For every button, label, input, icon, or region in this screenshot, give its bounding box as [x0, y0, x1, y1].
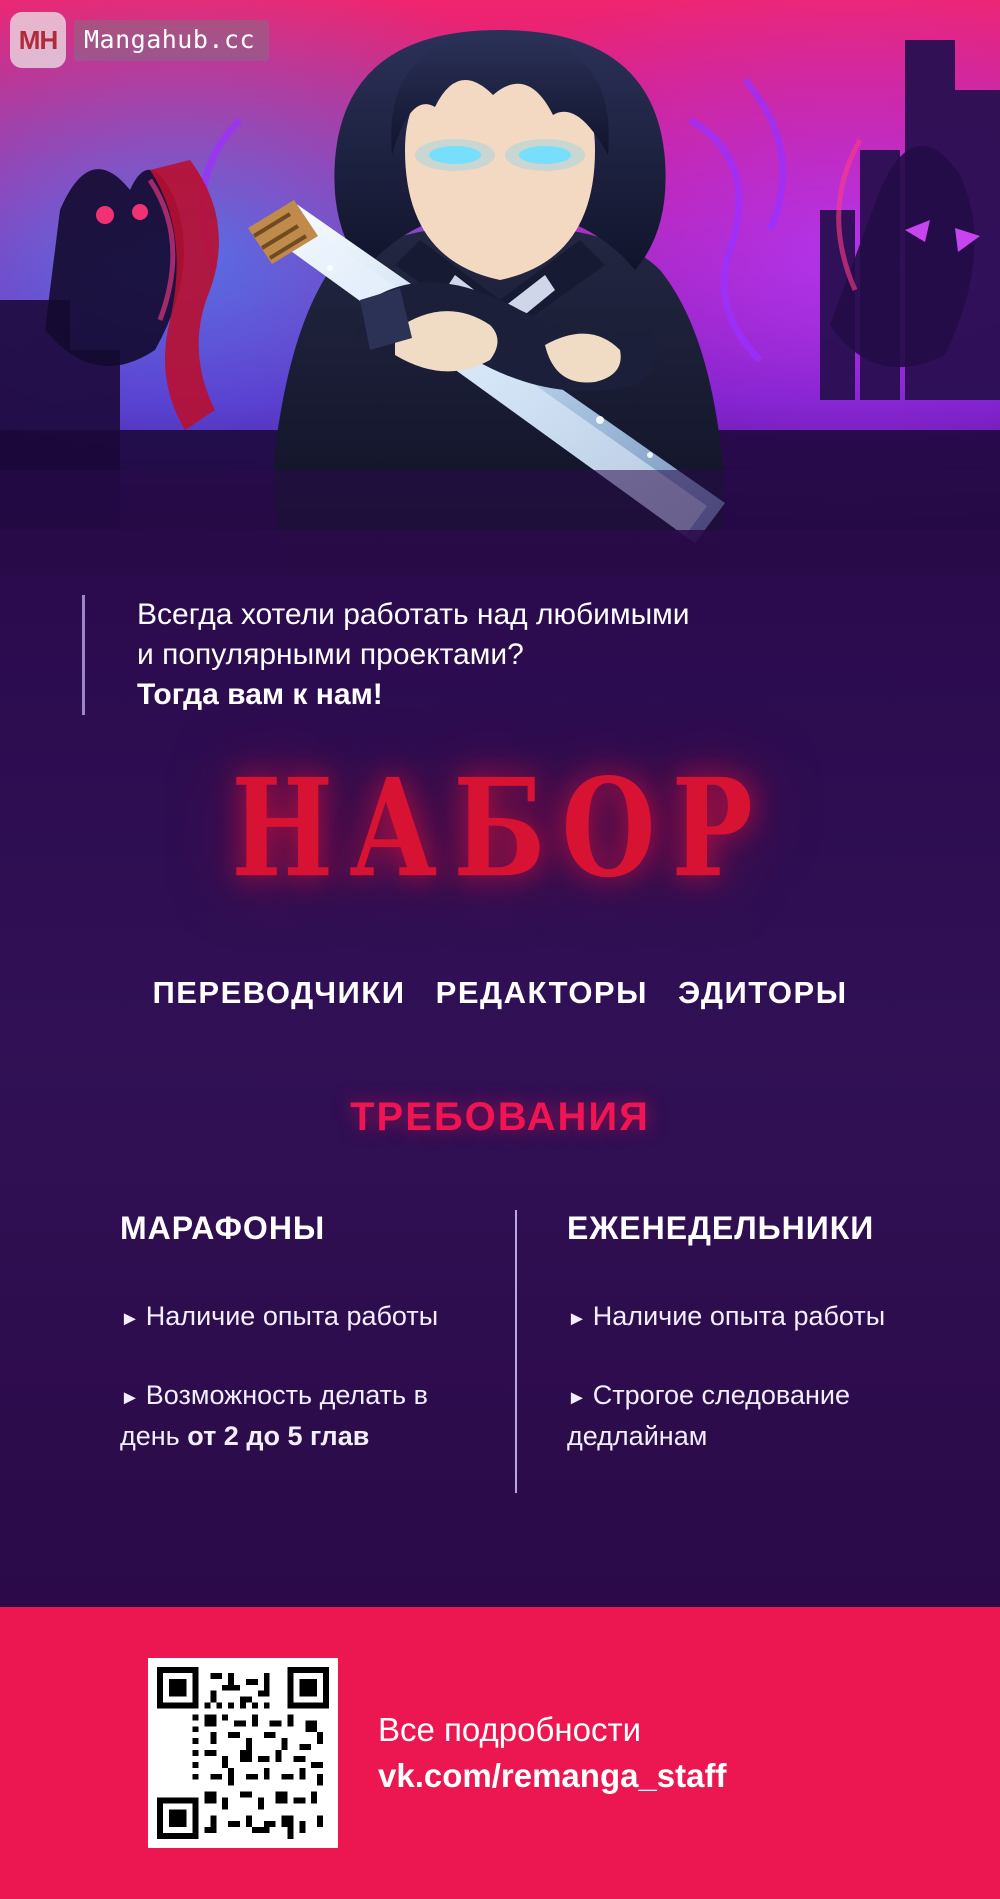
- qr-code-icon: [157, 1667, 329, 1839]
- footer-details-label: Все подробности: [378, 1711, 642, 1748]
- roles-row: [0, 975, 1000, 1011]
- footer-bar: [0, 1607, 1000, 1899]
- bullet-text: Строгое следование дедлайнам: [567, 1380, 850, 1451]
- requirements-columns: [120, 1210, 910, 1493]
- footer-vk-link[interactable]: vk.com/remanga_staff: [378, 1757, 727, 1794]
- bullet-text: Наличие опыта работы: [592, 1301, 886, 1331]
- intro-line-3: Тогда вам к нам!: [137, 678, 383, 711]
- footer-text: [378, 1707, 726, 1799]
- bullet-arrow-icon: ►: [567, 1387, 587, 1409]
- hero-illustration: [0, 0, 1000, 575]
- column-weeklies-title: ЕЖЕНЕДЕЛЬНИКИ: [567, 1210, 875, 1246]
- list-item: [567, 1297, 910, 1338]
- role-typesetters: ЭДИТОРЫ: [678, 975, 848, 1010]
- headline-nabor: НАБОР: [231, 750, 769, 908]
- bullet-text-bold: от 2 до 5 глав: [187, 1421, 370, 1451]
- mangahub-logo-icon: MH: [10, 12, 66, 68]
- column-weeklies: [515, 1210, 910, 1493]
- bullet-arrow-icon: ►: [567, 1308, 587, 1330]
- bullet-arrow-icon: ►: [120, 1308, 140, 1330]
- column-marathons: [120, 1210, 515, 1493]
- hero-artwork: [0, 0, 1000, 575]
- list-item: [120, 1297, 475, 1338]
- intro-block: [82, 595, 882, 715]
- column-marathons-title: МАРАФОНЫ: [120, 1210, 326, 1246]
- role-translators: ПЕРЕВОДЧИКИ: [152, 975, 406, 1010]
- requirements-title: ТРЕБОВАНИЯ: [350, 1095, 650, 1139]
- role-editors: РЕДАКТОРЫ: [435, 975, 648, 1010]
- list-item: [567, 1376, 910, 1455]
- bullet-text: Наличие опыта работы: [145, 1301, 439, 1331]
- intro-line-2: и популярными проектами?: [137, 638, 524, 671]
- qr-code[interactable]: [148, 1658, 338, 1848]
- list-item: [120, 1376, 475, 1455]
- watermark: [10, 12, 269, 68]
- intro-line-1: Всегда хотели работать над любимыми: [137, 598, 690, 631]
- bullet-text: Возможность делать в день: [120, 1380, 428, 1451]
- bullet-arrow-icon: ►: [120, 1387, 140, 1409]
- watermark-site-label: Mangahub.cc: [74, 20, 269, 61]
